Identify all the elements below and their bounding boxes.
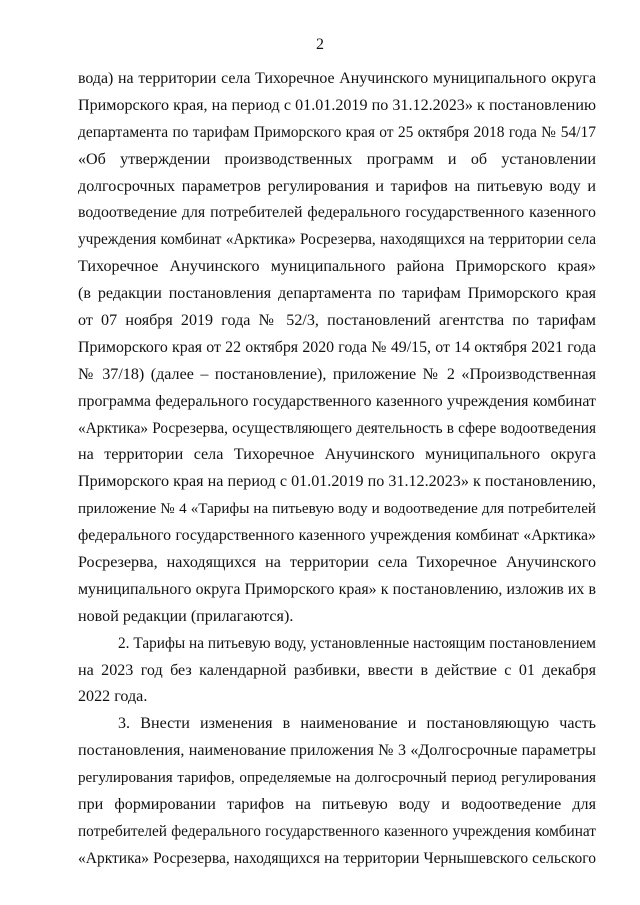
- text-line: программа федерального государственного казенного учреждения комбинат: [78, 392, 596, 410]
- text-line: Приморского края от 22 октября 2020 года № 49/15, от 14 октября 2021 года: [78, 338, 596, 356]
- text-line: Приморского края, на период с 01.01.2019 по 31.12.2023» к постановлению: [78, 96, 596, 114]
- text-line: при формировании тарифов на питьевую воду и водоотведение для: [78, 796, 596, 814]
- text-line: «Арктика» Росрезерва, осуществляющего деятельность в сфере водоотведения: [78, 419, 596, 437]
- text-line: на 2023 год без календарной разбивки, ввести в действие с 01 декабря: [78, 661, 596, 679]
- text-line: потребителей федерального государственного казенного учреждения комбинат: [78, 822, 596, 840]
- text-line: долгосрочных параметров регулирования и тарифов на питьевую воду и: [78, 177, 596, 195]
- text-line: № 37/18) (далее – постановление), приложение № 2 «Производственная: [78, 365, 596, 383]
- page-number: 2: [316, 36, 324, 53]
- text-line: Приморского края на период с 01.01.2019 по 31.12.2023» к постановлению,: [78, 473, 596, 491]
- text-line: федерального государственного казенного учреждения комбинат «Арктика»: [78, 527, 596, 545]
- document-body: [78, 66, 596, 873]
- text-line: «Об утверждении производственных программ и об установлении: [78, 150, 596, 168]
- text-line: учреждения комбинат «Арктика» Росрезерва, находящихся на территории села: [78, 231, 596, 249]
- text-line: водоотведение для потребителей федерального государственного казенного: [78, 204, 596, 222]
- paragraph-first-line: 3. Внести изменения в наименование и постановляющую часть: [118, 715, 596, 733]
- text-line: приложение № 4 «Тарифы на питьевую воду и водоотведение для потребителей: [78, 501, 596, 518]
- text-line: (в редакции постановления департамента по тарифам Приморского края: [78, 285, 596, 303]
- text-line: муниципального округа Приморского края» к постановлению, изложив их в: [78, 580, 596, 598]
- text-line: на территории села Тихоречное Анучинского муниципального округа: [78, 446, 596, 464]
- text-line: Росрезерва, находящихся на территории села Тихоречное Анучинского: [78, 554, 596, 572]
- text-line: департамента по тарифам Приморского края от 25 октября 2018 года № 54/17: [78, 123, 596, 141]
- text-line: регулирования тарифов, определяемые на долгосрочный период регулирования: [78, 770, 596, 787]
- text-line: вода) на территории села Тихоречное Анучинского муниципального округа: [78, 70, 596, 87]
- text-line: «Арктика» Росрезерва, находящихся на территории Чернышевского сельского: [78, 849, 596, 867]
- text-line: 2022 года.: [78, 688, 148, 706]
- text-line: от 07 ноября 2019 года № 52/3, постановлений агентства по тарифам: [78, 312, 596, 330]
- text-line: постановления, наименование приложения № 3 «Долгосрочные параметры: [78, 742, 596, 760]
- text-line: новой редакции (прилагаются).: [78, 607, 294, 625]
- text-line: Тихоречное Анучинского муниципального района Приморского края»: [78, 258, 596, 276]
- paragraph-first-line: 2. Тарифы на питьевую воду, установленные настоящим постановлением: [118, 634, 596, 652]
